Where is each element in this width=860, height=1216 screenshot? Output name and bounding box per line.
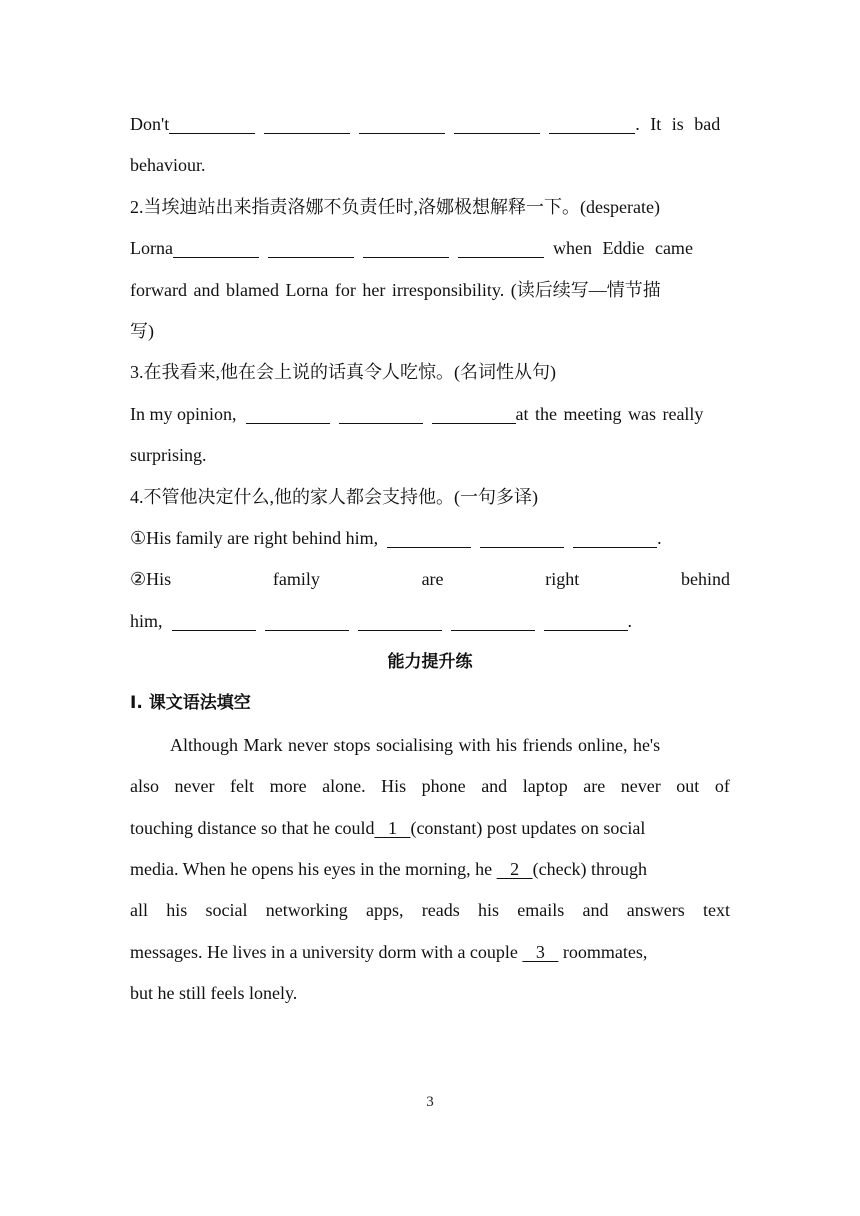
q3-answer-line — [130, 394, 730, 435]
word: reads — [421, 900, 460, 921]
q4-version-1 — [130, 518, 730, 559]
passage-line-2 — [130, 766, 730, 807]
passage-text: media. When he opens his eyes in the morning, he — [130, 859, 497, 880]
answer-blank[interactable] — [339, 401, 423, 424]
word: never — [620, 776, 661, 797]
q3-line3: surprising. — [130, 445, 207, 466]
word: his — [477, 900, 499, 921]
q2-line3: forward and blamed Lorna for her irresponsibility. (读后续写—情节描 — [130, 279, 661, 300]
q1-answer-line — [130, 104, 730, 145]
answer-blank[interactable] — [173, 235, 259, 258]
q3-mid: at the meeting was really — [515, 403, 704, 424]
q4-version-2-line2 — [130, 601, 730, 642]
answer-blank[interactable] — [387, 525, 471, 548]
passage-text: (constant) post updates on social — [410, 817, 646, 838]
word: out — [676, 776, 700, 797]
word: of — [714, 776, 730, 797]
q4-end: . — [657, 527, 662, 548]
answer-blank[interactable] — [246, 401, 330, 424]
q4-v2-start: him, — [130, 610, 163, 631]
section-subtitle: Ⅰ. 课文语法填空 — [130, 693, 251, 714]
word: also — [130, 776, 159, 797]
q4-version-2-line1 — [130, 559, 730, 600]
answer-blank[interactable] — [265, 608, 349, 631]
word: laptop — [522, 776, 568, 797]
answer-blank[interactable] — [264, 111, 350, 134]
word: answers — [626, 900, 685, 921]
answer-blank[interactable] — [363, 235, 449, 258]
q4-prompt: 4.不管他决定什么,他的家人都会支持他。(一句多译) — [130, 486, 538, 507]
answer-blank[interactable] — [480, 525, 564, 548]
answer-blank[interactable] — [268, 235, 354, 258]
answer-blank[interactable] — [454, 111, 540, 134]
answer-blank[interactable] — [359, 111, 445, 134]
q2-start: Lorna — [130, 238, 173, 259]
word: His — [381, 776, 407, 797]
q3-prompt: 3.在我看来,他在会上说的话真令人吃惊。(名词性从句) — [130, 362, 556, 383]
q2-line4: 写) — [130, 320, 154, 341]
q1-line2: behaviour. — [130, 155, 206, 176]
answer-blank[interactable] — [573, 525, 657, 548]
word: are — [421, 569, 444, 590]
answer-blank[interactable] — [544, 608, 628, 631]
word: behind — [680, 569, 730, 590]
answer-blank[interactable] — [172, 608, 256, 631]
word: ②His — [130, 569, 172, 590]
word: are — [583, 776, 606, 797]
q4-v2-end: . — [627, 610, 633, 631]
passage-line-6 — [130, 932, 730, 973]
passage-line-5 — [130, 890, 730, 931]
passage-line-7: but he still feels lonely. — [130, 983, 298, 1004]
word: phone — [421, 776, 466, 797]
word: family — [272, 569, 320, 590]
blank-1[interactable]: 1 — [374, 817, 411, 838]
q2-prompt: 2.当埃迪站出来指责洛娜不负责任时,洛娜极想解释一下。(desperate) — [130, 196, 660, 217]
passage-text: touching distance so that he could — [130, 817, 375, 838]
q1-tail: . It is bad — [635, 114, 721, 134]
answer-blank[interactable] — [358, 608, 442, 631]
word: emails — [517, 900, 565, 921]
answer-blank[interactable] — [451, 608, 535, 631]
word: all — [130, 900, 148, 921]
answer-blank[interactable] — [458, 235, 544, 258]
passage-line-4 — [130, 849, 730, 890]
q2-mid: when Eddie came — [552, 238, 693, 259]
passage-text: messages. He lives in a university dorm with a couple — [130, 941, 523, 962]
word: social — [205, 900, 248, 921]
word: and — [481, 776, 508, 797]
q4-v1-text: ①His family are right behind him, — [130, 527, 379, 548]
q3-start: In my opinion, — [130, 403, 237, 424]
word: never — [174, 776, 215, 797]
blank-2[interactable]: 2 — [496, 859, 533, 880]
word: more — [269, 776, 307, 797]
word: apps, — [366, 900, 404, 921]
answer-blank[interactable] — [432, 401, 516, 424]
content — [130, 104, 730, 1015]
word: right — [545, 569, 580, 590]
word: text — [702, 900, 730, 921]
passage-line-3 — [130, 808, 730, 849]
answer-blank[interactable] — [549, 111, 635, 134]
section-title: 能力提升练 — [387, 652, 473, 673]
word: felt — [230, 776, 255, 797]
word: alone. — [322, 776, 366, 797]
answer-blank[interactable] — [169, 111, 255, 134]
word: his — [166, 900, 188, 921]
page-number: 3 — [426, 1094, 434, 1110]
word: networking — [265, 900, 348, 921]
q2-answer-line — [130, 228, 730, 269]
q1-prefix: Don't — [130, 114, 170, 134]
word: and — [582, 900, 609, 921]
passage-text: roommates, — [558, 941, 648, 962]
passage-text: (check) through — [532, 859, 648, 880]
passage-line-1: Although Mark never stops socialising with his friends online, he's — [170, 734, 661, 755]
blank-3[interactable]: 3 — [522, 941, 559, 962]
